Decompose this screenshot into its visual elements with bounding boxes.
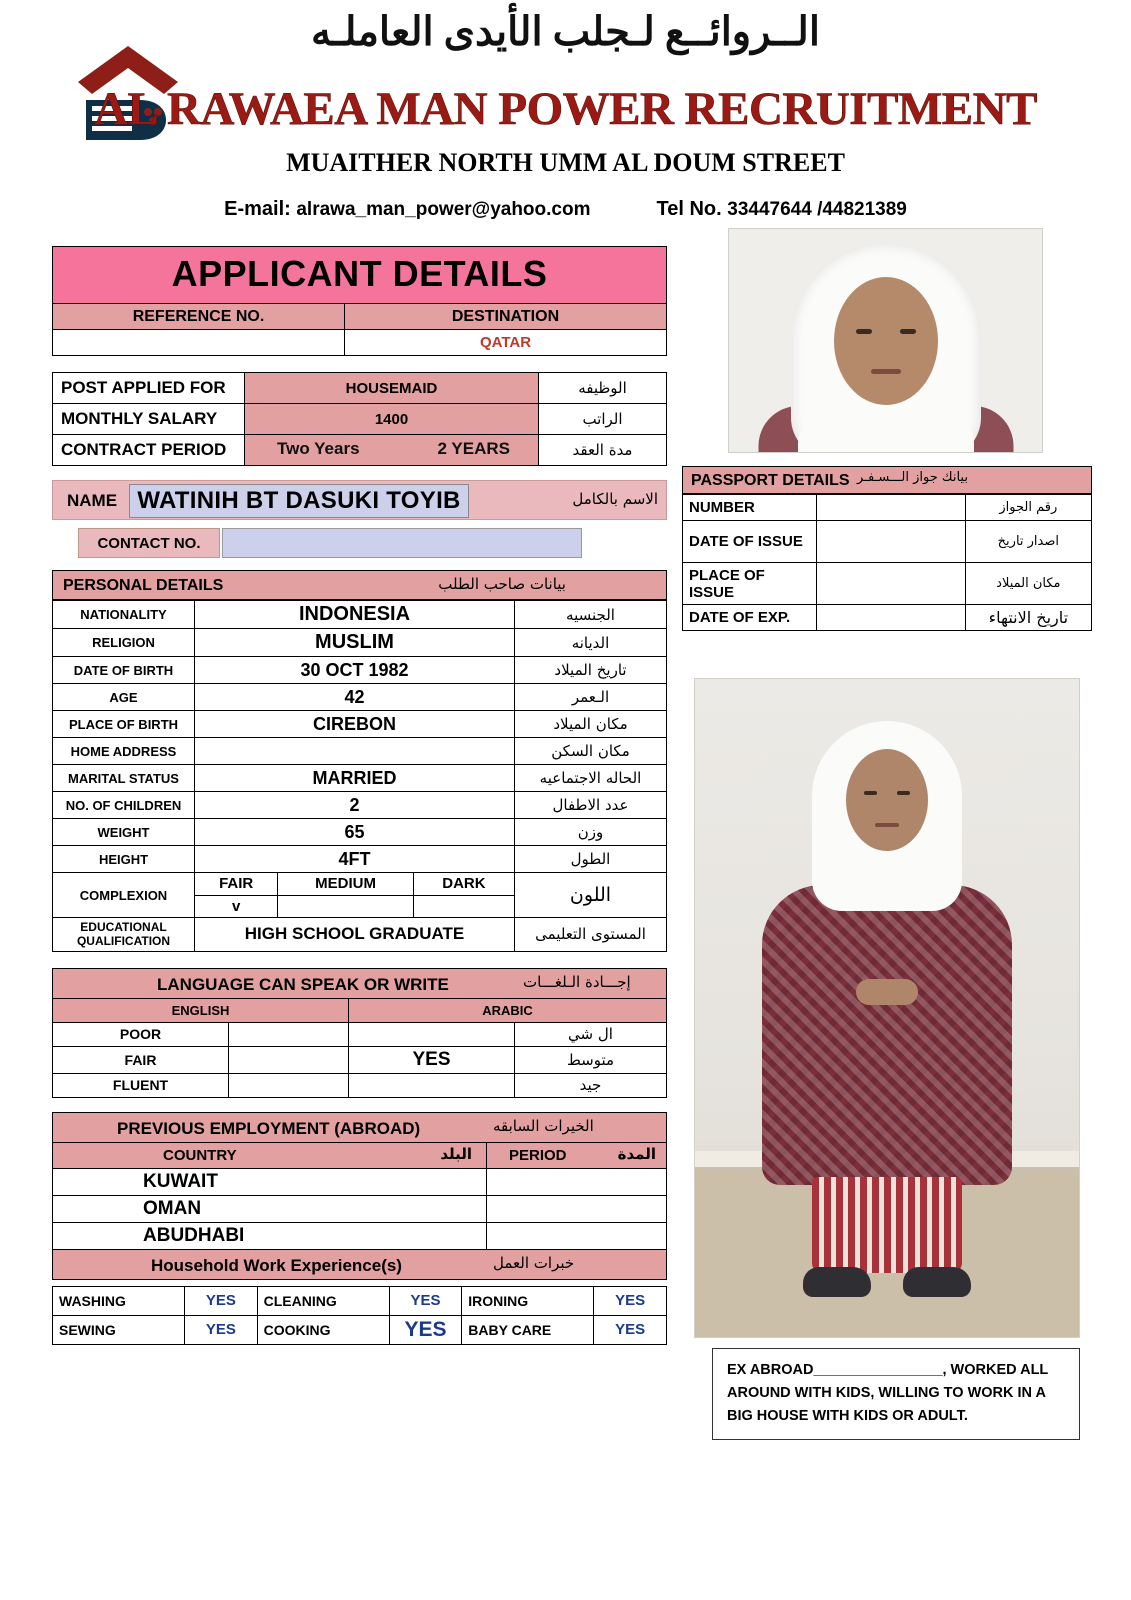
education-label: EDUCATIONAL QUALIFICATION xyxy=(53,918,195,952)
language-fluent-arabic-value[interactable] xyxy=(349,1073,515,1097)
remarks-note: EX ABROAD________________, WORKED ALL AROUND WITH KIDS, WILLING TO WORK IN A BIG HOUSE WITH KIDS OR ADULT. xyxy=(712,1348,1080,1440)
previous-employment-title: PREVIOUS EMPLOYMENT (ABROAD) xyxy=(117,1118,421,1138)
passport-number-arabic: رقم الجواز xyxy=(965,495,1091,521)
table-row xyxy=(195,895,514,917)
language-fair-english[interactable] xyxy=(229,1046,349,1073)
place-of-birth-label: PLACE OF BIRTH xyxy=(53,711,195,738)
marital-status-arabic: الحاله الاجتماعيه xyxy=(515,765,667,792)
language-poor-english[interactable] xyxy=(229,1022,349,1046)
previous-employment-title-arabic: الخيرات السابقه xyxy=(493,1116,594,1135)
ironing-label: IRONING xyxy=(462,1286,594,1315)
table-row xyxy=(53,629,667,657)
complexion-fair-check[interactable]: v xyxy=(195,895,278,917)
language-level-fluent: FLUENT xyxy=(53,1073,229,1097)
post-applied-arabic: الوظيفه xyxy=(539,373,667,404)
passport-issue-date-arabic: اصدار تاريخ xyxy=(965,521,1091,563)
previous-col-period: PERIOD xyxy=(509,1146,567,1164)
table-row xyxy=(53,792,667,819)
table-row xyxy=(53,435,667,466)
weight-value: 65 xyxy=(195,819,515,846)
passport-details-section xyxy=(682,466,1092,631)
language-title-arabic: إجـــادة الـلغـــات xyxy=(523,972,631,991)
table-row xyxy=(53,657,667,684)
age-arabic: الـعمر xyxy=(515,684,667,711)
dob-label: DATE OF BIRTH xyxy=(53,657,195,684)
passport-details-header xyxy=(682,466,1092,494)
language-col-arabic: ARABIC xyxy=(349,998,667,1022)
post-applied-table xyxy=(52,372,667,466)
table-row xyxy=(53,998,667,1022)
table-row xyxy=(53,819,667,846)
reference-no-value[interactable] xyxy=(53,330,345,356)
email-value: alrawa_man_power@yahoo.com xyxy=(296,199,591,220)
complexion-options-cell xyxy=(195,873,515,918)
language-col-english: ENGLISH xyxy=(53,998,349,1022)
passport-details-title: PASSPORT DETAILS xyxy=(691,472,850,489)
previous-employment-header xyxy=(52,1112,667,1142)
previous-period-2[interactable] xyxy=(487,1195,667,1222)
contact-no-label: CONTACT NO. xyxy=(78,528,220,558)
place-of-birth-value: CIREBON xyxy=(195,711,515,738)
baby-care-label: BABY CARE xyxy=(462,1315,594,1344)
email-block xyxy=(224,198,590,221)
previous-col-country-cell xyxy=(53,1142,487,1168)
passport-exp-date-label: DATE OF EXP. xyxy=(683,605,817,631)
education-value: HIGH SCHOOL GRADUATE xyxy=(195,918,515,952)
washing-label: WASHING xyxy=(53,1286,185,1315)
telephone-block xyxy=(657,198,907,221)
previous-employment-table xyxy=(52,1142,667,1250)
height-label: HEIGHT xyxy=(53,846,195,873)
company-street: MUAITHER NORTH UMM AL DOUM STREET xyxy=(286,148,845,177)
language-title: LANGUAGE CAN SPEAK OR WRITE xyxy=(157,974,449,994)
language-poor-arabic-label: ال شي xyxy=(515,1022,667,1046)
complexion-options-table xyxy=(195,873,514,917)
previous-country-1: KUWAIT xyxy=(53,1168,487,1195)
religion-arabic: الديانه xyxy=(515,629,667,657)
table-row xyxy=(53,404,667,435)
previous-col-period-arabic: المدة xyxy=(617,1144,656,1163)
table-row xyxy=(53,738,667,765)
baby-care-value[interactable]: YES xyxy=(594,1315,667,1344)
previous-country-3: ABUDHABI xyxy=(53,1222,487,1249)
applicant-details-title: APPLICANT DETAILS xyxy=(52,246,667,303)
table-row xyxy=(53,304,667,330)
personal-details-header xyxy=(52,570,667,600)
table-row xyxy=(683,563,1092,605)
passport-exp-date-arabic: تاريخ الانتهاء xyxy=(965,605,1091,631)
children-value: 2 xyxy=(195,792,515,819)
previous-country-2: OMAN xyxy=(53,1195,487,1222)
table-row xyxy=(53,846,667,873)
passport-exp-date-value[interactable] xyxy=(817,605,965,631)
personal-details-title: PERSONAL DETAILS xyxy=(63,577,224,594)
contract-period-label: CONTRACT PERIOD xyxy=(53,435,245,466)
left-column xyxy=(52,246,667,1345)
table-row xyxy=(53,1073,667,1097)
education-row xyxy=(53,918,667,952)
cooking-value[interactable]: YES xyxy=(389,1315,462,1344)
contract-period-arabic: مدة العقد xyxy=(539,435,667,466)
passport-issue-date-label: DATE OF ISSUE xyxy=(683,521,817,563)
height-arabic: الطول xyxy=(515,846,667,873)
children-arabic: عدد الاطفال xyxy=(515,792,667,819)
contact-no-input[interactable] xyxy=(222,528,582,558)
monthly-salary-arabic: الراتب xyxy=(539,404,667,435)
home-address-value[interactable] xyxy=(195,738,515,765)
table-row xyxy=(683,521,1092,563)
passport-details-title-arabic: بيانك جواز الـــسـفـر xyxy=(857,470,968,485)
previous-period-1[interactable] xyxy=(487,1168,667,1195)
passport-number-value[interactable] xyxy=(817,495,965,521)
personal-details-table xyxy=(52,600,667,952)
cooking-label: COOKING xyxy=(257,1315,389,1344)
washing-value[interactable]: YES xyxy=(185,1286,258,1315)
children-label: NO. OF CHILDREN xyxy=(53,792,195,819)
company-name: AL RAWAEA MAN POWER RECRUITMENT xyxy=(94,83,1037,135)
arabic-company-title: الــروائــع لـجلب الأيدى العاملـه xyxy=(311,9,820,54)
household-work-title-arabic: خبرات العمل xyxy=(493,1253,575,1272)
passport-issue-place-value[interactable] xyxy=(817,563,965,605)
dob-arabic: تاريخ الميلاد xyxy=(515,657,667,684)
table-row xyxy=(53,684,667,711)
language-poor-arabic-value[interactable] xyxy=(349,1022,515,1046)
name-arabic: الاسم بالكامل xyxy=(572,490,658,508)
previous-period-3[interactable] xyxy=(487,1222,667,1249)
language-level-fair: FAIR xyxy=(53,1046,229,1073)
contract-period-value: Two Years xyxy=(277,439,360,458)
table-row xyxy=(53,1022,667,1046)
post-applied-value: HOUSEMAID xyxy=(245,373,539,404)
household-work-title: Household Work Experience(s) xyxy=(151,1255,402,1275)
table-row xyxy=(53,711,667,738)
contact-no-row xyxy=(52,528,667,562)
monthly-salary-value: 1400 xyxy=(245,404,539,435)
table-row xyxy=(53,765,667,792)
complexion-option-medium[interactable]: MEDIUM xyxy=(278,873,414,895)
document-header xyxy=(0,0,1131,232)
language-fluent-english[interactable] xyxy=(229,1073,349,1097)
previous-col-country-arabic: البلد xyxy=(440,1144,472,1163)
monthly-salary-label: MONTHLY SALARY xyxy=(53,404,245,435)
complexion-option-dark[interactable]: DARK xyxy=(442,875,486,893)
table-row xyxy=(53,373,667,404)
cleaning-label: CLEANING xyxy=(257,1286,389,1315)
household-work-header xyxy=(52,1250,667,1280)
passport-details-table xyxy=(682,494,1092,631)
weight-arabic: وزن xyxy=(515,819,667,846)
destination-label: DESTINATION xyxy=(345,304,667,330)
home-address-label: HOME ADDRESS xyxy=(53,738,195,765)
language-fair-arabic-value[interactable]: YES xyxy=(349,1046,515,1073)
religion-label: RELIGION xyxy=(53,629,195,657)
previous-col-country: COUNTRY xyxy=(163,1146,237,1164)
language-header xyxy=(52,968,667,998)
tel-value: 33447644 /44821389 xyxy=(727,199,907,220)
tel-label: Tel No. xyxy=(656,198,722,220)
table-row xyxy=(53,1195,667,1222)
sewing-value[interactable]: YES xyxy=(185,1315,258,1344)
household-work-table xyxy=(52,1286,667,1345)
personal-details-title-arabic: بيانات صاحب الطلب xyxy=(438,575,566,593)
name-row xyxy=(52,480,667,520)
previous-col-period-cell xyxy=(487,1142,667,1168)
weight-label: WEIGHT xyxy=(53,819,195,846)
language-fluent-arabic-label: جيد xyxy=(515,1073,667,1097)
ironing-value[interactable]: YES xyxy=(594,1286,667,1315)
name-label: NAME xyxy=(67,491,118,510)
home-address-arabic: مكان السكن xyxy=(515,738,667,765)
complexion-option-fair[interactable]: FAIR xyxy=(195,873,278,895)
table-row xyxy=(53,1222,667,1249)
destination-value: QATAR xyxy=(345,330,667,356)
passport-issue-place-label: PLACE OF ISSUE xyxy=(683,563,817,605)
place-of-birth-arabic: مكان الميلاد xyxy=(515,711,667,738)
table-row xyxy=(683,495,1092,521)
height-value: 4FT xyxy=(195,846,515,873)
applicant-portrait-photo xyxy=(728,228,1043,453)
complexion-medium-check[interactable] xyxy=(278,895,414,917)
age-label: AGE xyxy=(53,684,195,711)
nationality-value: INDONESIA xyxy=(195,601,515,629)
post-applied-label: POST APPLIED FOR xyxy=(53,373,245,404)
language-fair-arabic-label: متوسط xyxy=(515,1046,667,1073)
marital-status-label: MARITAL STATUS xyxy=(53,765,195,792)
age-value: 42 xyxy=(195,684,515,711)
sewing-label: SEWING xyxy=(53,1315,185,1344)
dob-value: 30 OCT 1982 xyxy=(195,657,515,684)
passport-issue-date-value[interactable] xyxy=(817,521,965,563)
nationality-arabic: الجنسيه xyxy=(515,601,667,629)
email-label: E-mail: xyxy=(224,198,291,220)
passport-issue-place-arabic: مكان الميلاد xyxy=(965,563,1091,605)
table-row xyxy=(53,1168,667,1195)
table-row xyxy=(53,1142,667,1168)
education-arabic: المستوى التعليمى xyxy=(515,918,667,952)
table-row xyxy=(53,601,667,629)
contract-period-value-alt: 2 YEARS xyxy=(437,439,510,458)
cleaning-value[interactable]: YES xyxy=(389,1286,462,1315)
reference-no-label: REFERENCE NO. xyxy=(53,304,345,330)
religion-value: MUSLIM xyxy=(195,629,515,657)
table-row xyxy=(53,330,667,356)
complexion-dark-check[interactable] xyxy=(413,895,514,917)
complexion-label: COMPLEXION xyxy=(53,873,195,918)
complexion-row xyxy=(53,873,667,918)
contract-period-value-cell xyxy=(245,435,539,466)
table-row xyxy=(53,1286,667,1315)
table-row xyxy=(53,1315,667,1344)
table-row xyxy=(53,1046,667,1073)
contact-row xyxy=(0,198,1131,221)
applicant-full-body-photo xyxy=(694,678,1080,1338)
nationality-label: NATIONALITY xyxy=(53,601,195,629)
language-level-poor: POOR xyxy=(53,1022,229,1046)
reference-destination-table xyxy=(52,303,667,356)
complexion-arabic: اللون xyxy=(515,873,667,918)
marital-status-value: MARRIED xyxy=(195,765,515,792)
table-row xyxy=(195,873,514,895)
table-row xyxy=(683,605,1092,631)
name-input[interactable]: WATINIH BT DASUKI TOYIB xyxy=(129,484,469,518)
language-table xyxy=(52,998,667,1098)
passport-number-label: NUMBER xyxy=(683,495,817,521)
